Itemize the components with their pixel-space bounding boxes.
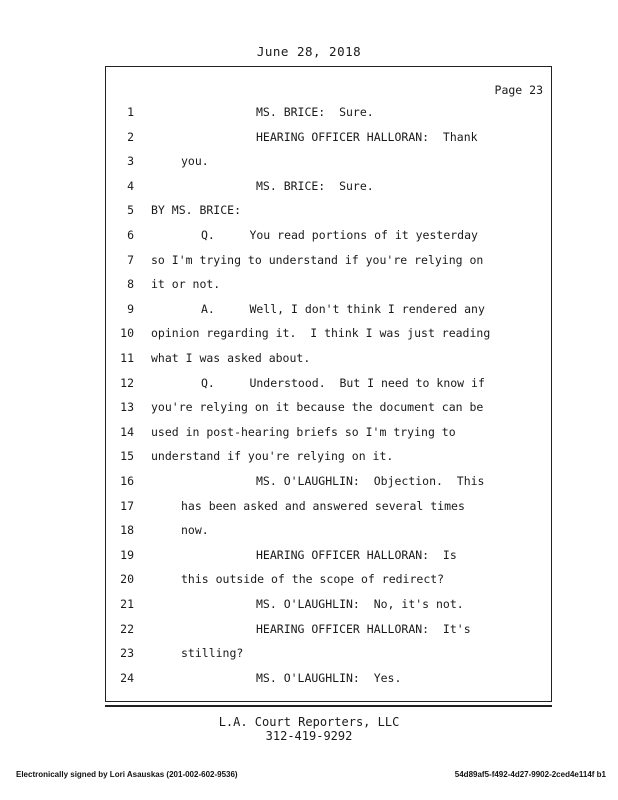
document-id: 54d89af5-f492-4d27-9902-2ced4e114f b1 xyxy=(454,770,606,779)
transcript-line xyxy=(106,499,618,513)
line-text: opinion regarding it. I think I was just reading xyxy=(151,326,491,341)
line-text: MS. O'LAUGHLIN: No, it's not. xyxy=(256,597,464,611)
line-number: 6 xyxy=(127,228,134,242)
line-number: 14 xyxy=(120,424,134,439)
transcript-line xyxy=(106,253,618,267)
reporter-phone: 312-419-9292 xyxy=(265,729,353,743)
transcript-line xyxy=(106,474,618,488)
line-number: 1 xyxy=(127,105,134,119)
line-text: MS. BRICE: Sure. xyxy=(256,178,374,193)
line-number: 16 xyxy=(120,474,134,488)
transcript-line xyxy=(106,671,618,685)
transcript-line xyxy=(106,572,618,586)
transcript-line xyxy=(106,203,618,217)
reporter-company: L.A. Court Reporters, LLC xyxy=(218,715,400,729)
line-text: MS. BRICE: Sure. xyxy=(256,105,374,119)
line-text: it or not. xyxy=(151,277,221,292)
electronic-signature-note: Electronically signed by Lori Asauskas (201-002-602-9536) xyxy=(16,770,238,779)
line-number: 8 xyxy=(127,277,134,292)
transcript-line xyxy=(106,105,618,119)
transcript-line xyxy=(106,400,618,414)
line-text: Q. Understood. But I need to know if xyxy=(201,375,485,390)
line-text: BY MS. BRICE: xyxy=(151,203,242,218)
line-number: 19 xyxy=(120,547,134,562)
line-number: 12 xyxy=(120,375,134,390)
transcript-line xyxy=(106,449,618,463)
line-number: 24 xyxy=(120,670,134,685)
transcript-line xyxy=(106,179,618,193)
line-text: used in post-hearing briefs so I'm trying to xyxy=(151,424,456,439)
line-number: 23 xyxy=(120,646,134,661)
line-number: 4 xyxy=(127,178,134,193)
line-text: MS. O'LAUGHLIN: Yes. xyxy=(256,670,402,685)
line-text: A. Well, I don't think I rendered any xyxy=(201,301,485,316)
transcript-line xyxy=(106,622,618,636)
transcript-line xyxy=(106,523,618,537)
transcript-line xyxy=(106,597,618,611)
transcript-line xyxy=(106,351,618,365)
line-number: 13 xyxy=(120,400,134,415)
line-text: Q. You read portions of it yesterday xyxy=(201,228,478,242)
line-text: MS. O'LAUGHLIN: Objection. This xyxy=(256,474,485,488)
line-text: understand if you're relying on it. xyxy=(151,449,394,464)
line-text: HEARING OFFICER HALLORAN: It's xyxy=(256,621,471,636)
line-text: you. xyxy=(181,154,209,169)
reporter-footer xyxy=(0,715,618,743)
transcript-line xyxy=(106,646,618,660)
transcript-line xyxy=(106,425,618,439)
transcript-line xyxy=(106,548,618,562)
line-number: 20 xyxy=(120,572,134,587)
transcript-line xyxy=(106,326,618,340)
line-text: HEARING OFFICER HALLORAN: Thank xyxy=(256,129,478,144)
line-text: HEARING OFFICER HALLORAN: Is xyxy=(256,547,457,562)
line-text: has been asked and answered several times xyxy=(181,498,465,513)
transcript-date: June 28, 2018 xyxy=(256,44,362,59)
transcript-page-frame xyxy=(105,66,552,702)
line-number: 10 xyxy=(120,326,134,341)
line-text: you're relying on it because the document can be xyxy=(151,400,484,415)
line-number: 21 xyxy=(120,597,134,611)
line-number: 11 xyxy=(120,351,134,365)
transcript-line xyxy=(106,376,618,390)
page-number: Page 23 xyxy=(494,83,543,97)
line-number: 5 xyxy=(127,203,134,218)
line-text: so I'm trying to understand if you're relying on xyxy=(151,252,484,267)
line-number: 22 xyxy=(120,621,134,636)
line-number: 18 xyxy=(120,523,134,538)
transcript-line xyxy=(106,130,618,144)
transcript-line xyxy=(106,302,618,316)
line-text: what I was asked about. xyxy=(151,351,311,365)
transcript-line xyxy=(106,154,618,168)
line-text: this outside of the scope of redirect? xyxy=(181,572,445,587)
line-number: 15 xyxy=(120,449,134,464)
transcript-line xyxy=(106,228,618,242)
line-text: now. xyxy=(181,523,209,538)
transcript-line xyxy=(106,277,618,291)
line-number: 17 xyxy=(120,498,134,513)
line-number: 2 xyxy=(127,129,134,144)
line-number: 9 xyxy=(127,301,134,316)
frame-shadow xyxy=(105,702,552,707)
line-number: 3 xyxy=(127,154,134,169)
line-number: 7 xyxy=(127,252,134,267)
line-text: stilling? xyxy=(181,646,244,661)
